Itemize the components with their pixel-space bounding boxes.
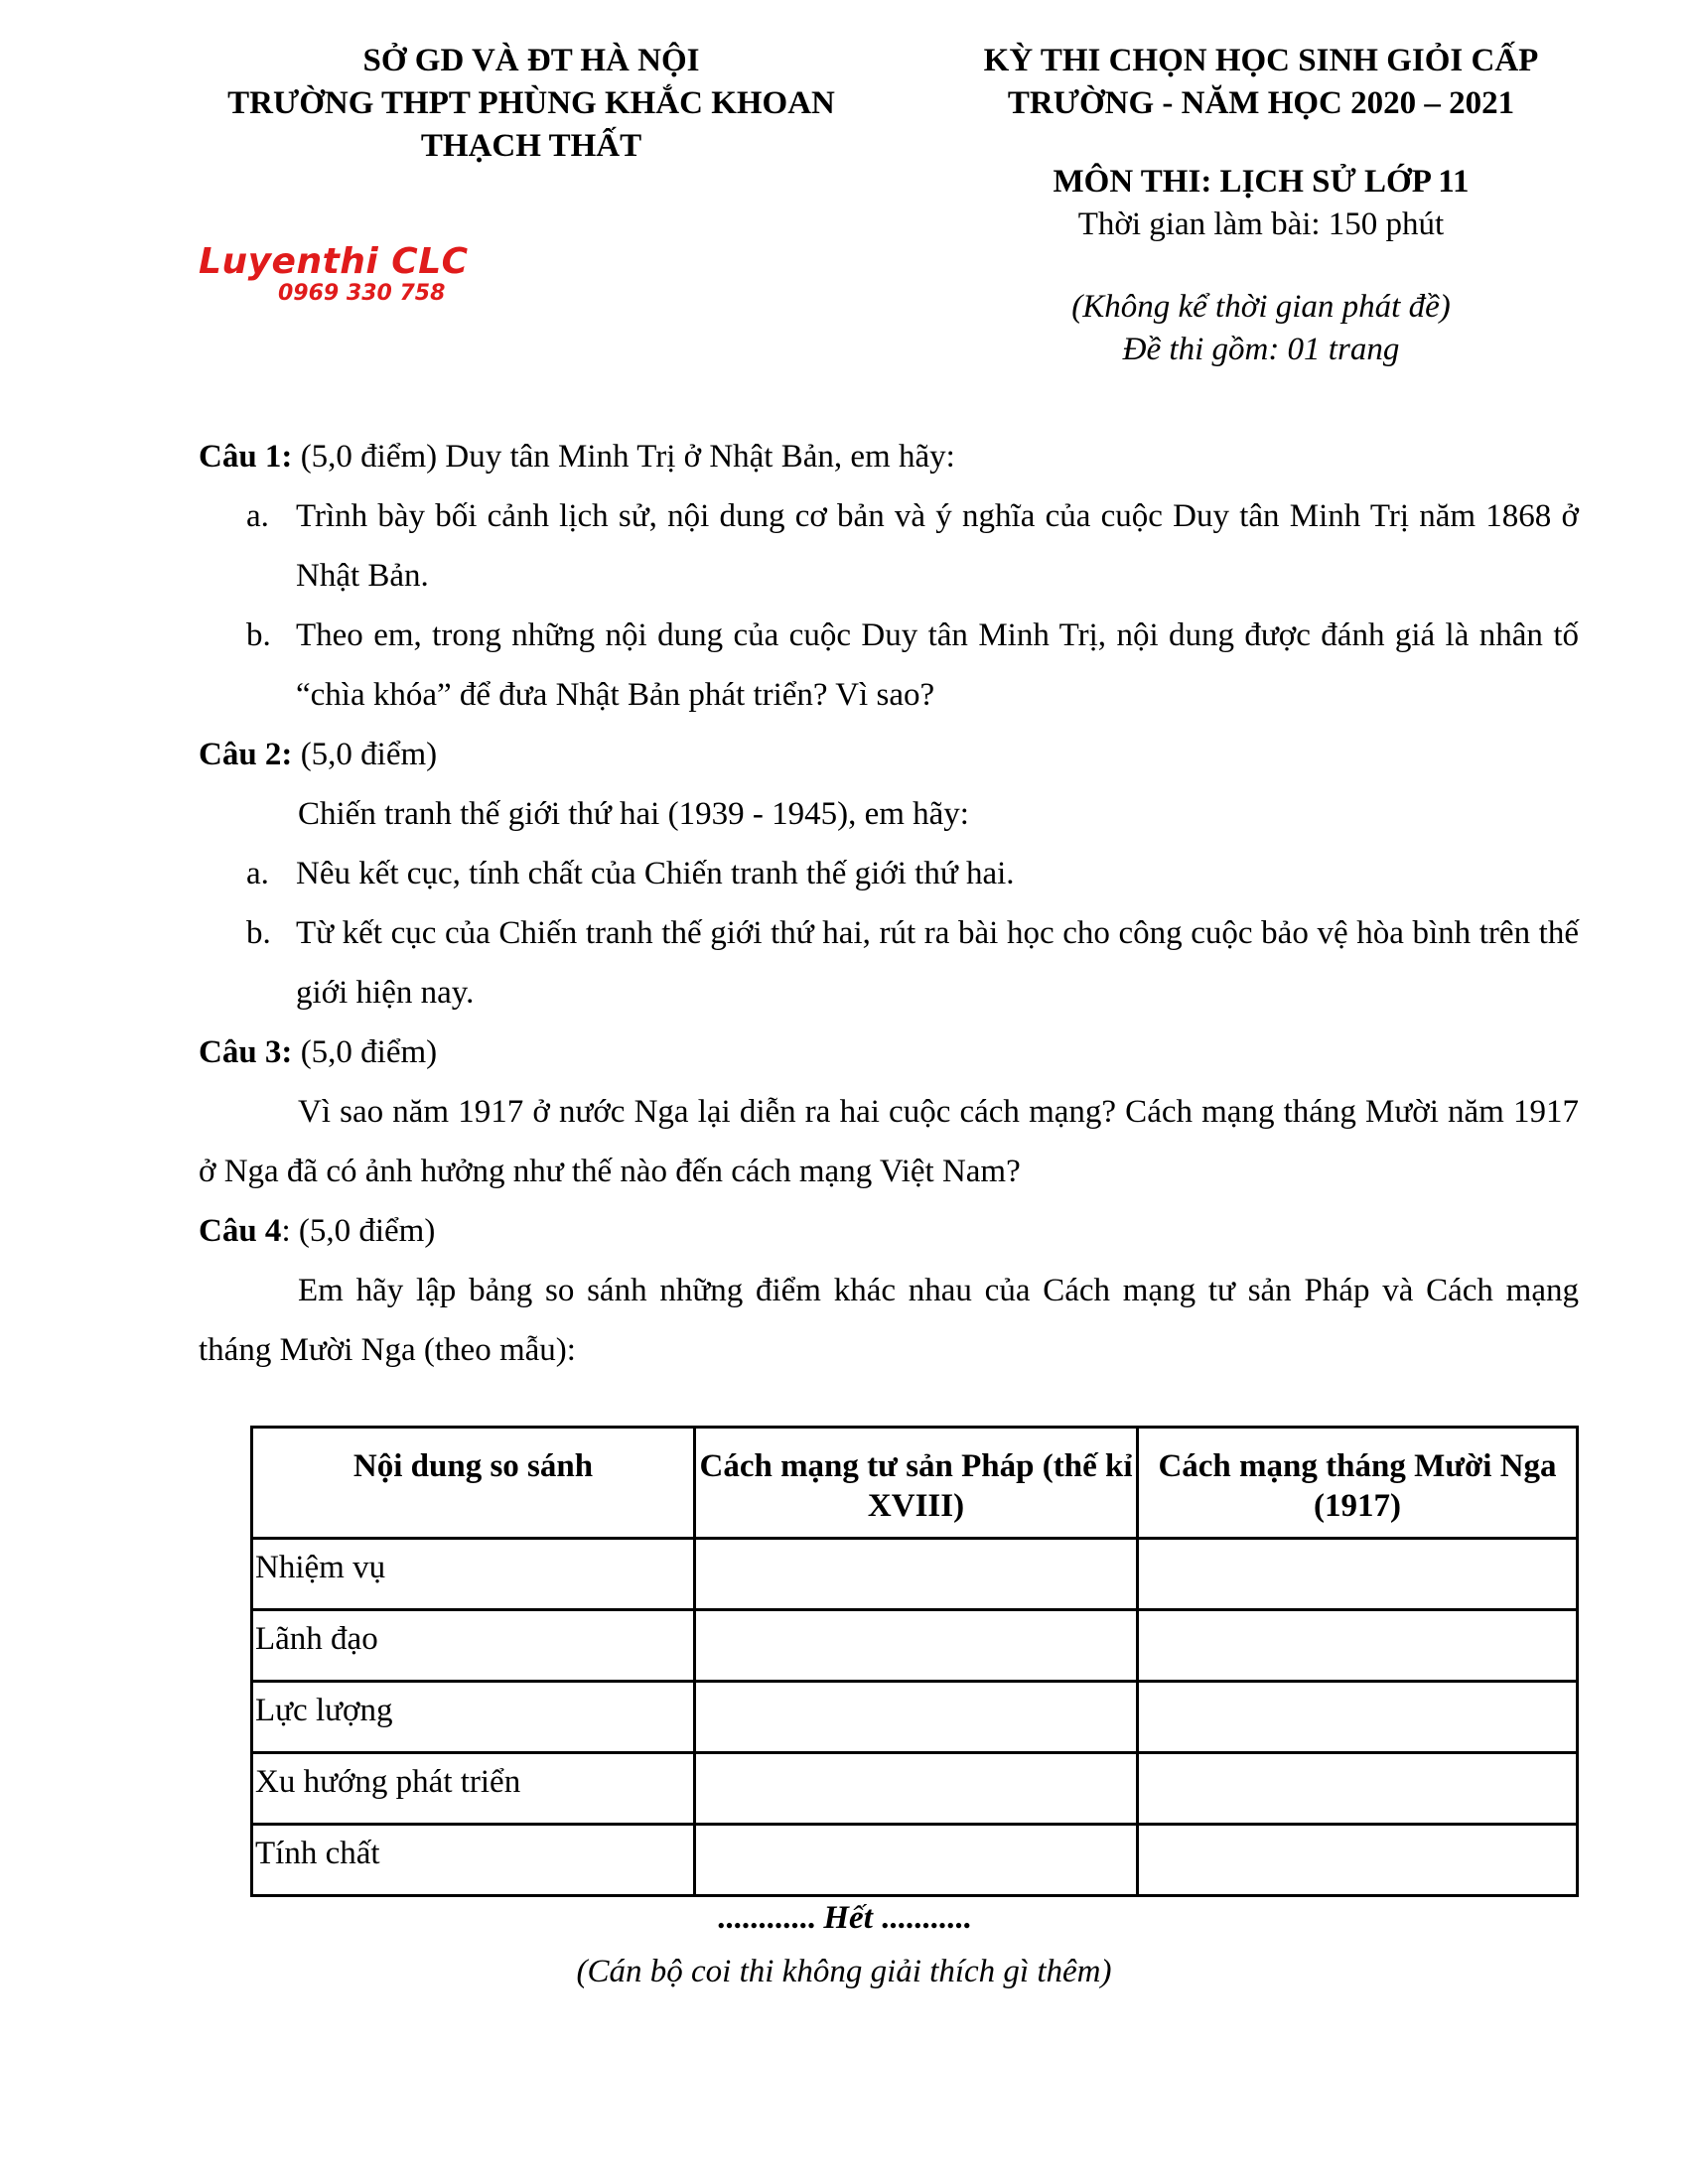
- table-row-label: Xu hướng phát triển: [252, 1753, 695, 1825]
- table-cell-empty: [695, 1539, 1138, 1610]
- logo-phone: 0969 330 758: [278, 281, 446, 306]
- exam-header: [894, 40, 1628, 371]
- question-1-label: Câu 1:: [199, 439, 293, 475]
- table-row: [252, 1610, 1578, 1682]
- question-4-heading: [199, 1201, 1579, 1261]
- table-row-label: Lực lượng: [252, 1682, 695, 1753]
- end-text: Hết: [823, 1900, 873, 1936]
- school-header: [149, 40, 914, 168]
- question-2a-label: a.: [246, 856, 269, 891]
- watermark-logo: [199, 242, 516, 306]
- question-2b: [246, 903, 1579, 1023]
- question-4-label: Câu 4: [199, 1213, 282, 1249]
- question-3-heading: [199, 1023, 1579, 1082]
- question-3-text: Vì sao năm 1917 ở nước Nga lại diễn ra hai cuộc cách mạng? Cách mạng tháng Mười năm 1917 ở Nga đã có ảnh hưởng như thế nào đến cách mạng Việt Nam?: [199, 1094, 1579, 1189]
- exam-title-line1: KỲ THI CHỌN HỌC SINH GIỎI CẤP: [983, 43, 1539, 78]
- table-header-october-revolution: Cách mạng tháng Mười Nga (1917): [1138, 1428, 1578, 1539]
- table-cell-empty: [695, 1682, 1138, 1753]
- table-cell-empty: [1138, 1610, 1578, 1682]
- end-dots-right: ...........: [872, 1900, 971, 1936]
- question-1-heading: [199, 427, 1579, 486]
- question-1a: [246, 486, 1579, 606]
- table-cell-empty: [1138, 1539, 1578, 1610]
- table-cell-empty: [695, 1825, 1138, 1896]
- question-2a: [246, 844, 1579, 903]
- table-row: [252, 1539, 1578, 1610]
- question-1a-label: a.: [246, 498, 269, 534]
- proctor-note: (Cán bộ coi thi không giải thích gì thêm): [576, 1954, 1112, 1989]
- table-cell-empty: [1138, 1825, 1578, 1896]
- table-cell-empty: [1138, 1682, 1578, 1753]
- question-1a-text: Trình bày bối cảnh lịch sử, nội dung cơ bản và ý nghĩa của cuộc Duy tân Minh Trị năm 1868 ở Nhật Bản.: [296, 498, 1579, 594]
- table-row-label: Nhiệm vụ: [252, 1539, 695, 1610]
- exam-page-count: Đề thi gồm: 01 trang: [1122, 332, 1400, 367]
- question-2-label: Câu 2:: [199, 737, 293, 772]
- table-header-french-revolution: Cách mạng tư sản Pháp (thế kỉ XVIII): [695, 1428, 1138, 1539]
- question-3-label: Câu 3:: [199, 1034, 293, 1070]
- school-name: TRƯỜNG THPT PHÙNG KHẮC KHOAN: [227, 85, 835, 121]
- question-3-intro: (5,0 điểm): [292, 1034, 438, 1070]
- table-cell-empty: [695, 1753, 1138, 1825]
- comparison-table: [250, 1426, 1579, 1897]
- question-4-text: Em hãy lập bảng so sánh những điểm khác nhau của Cách mạng tư sản Pháp và Cách mạng tháng Mười Nga (theo mẫu):: [199, 1273, 1579, 1368]
- exam-title-line2: TRƯỜNG - NĂM HỌC 2020 – 2021: [1007, 85, 1515, 121]
- table-cell-empty: [1138, 1753, 1578, 1825]
- table-row: [252, 1753, 1578, 1825]
- table-row: [252, 1825, 1578, 1896]
- question-2-heading: [199, 725, 1579, 784]
- question-2-lead: Chiến tranh thế giới thứ hai (1939 - 1945), em hãy:: [298, 796, 969, 832]
- table-row-label: Tính chất: [252, 1825, 695, 1896]
- exam-subject: MÔN THI: LỊCH SỬ LỚP 11: [1053, 164, 1470, 200]
- question-1-intro: (5,0 điểm) Duy tân Minh Trị ở Nhật Bản, em hãy:: [292, 439, 955, 475]
- table-row: [252, 1682, 1578, 1753]
- question-2a-text: Nêu kết cục, tính chất của Chiến tranh thế giới thứ hai.: [296, 856, 1015, 891]
- question-1b-label: b.: [246, 617, 271, 653]
- question-1b-text: Theo em, trong những nội dung của cuộc Duy tân Minh Trị, nội dung được đánh giá là nhân tố “chìa khóa” để đưa Nhật Bản phát triển? Vì sao?: [296, 617, 1579, 713]
- question-1b: [246, 606, 1579, 725]
- logo-name: Luyenthi CLC: [199, 241, 469, 282]
- table-header-criteria: Nội dung so sánh: [252, 1428, 695, 1539]
- table-row-label: Lãnh đạo: [252, 1610, 695, 1682]
- school-location: THẠCH THẤT: [420, 128, 642, 164]
- end-marker: [0, 1900, 1688, 1937]
- table-header-row: [252, 1428, 1578, 1539]
- exam-time: Thời gian làm bài: 150 phút: [1077, 206, 1445, 242]
- question-2b-text: Từ kết cục của Chiến tranh thế giới thứ hai, rút ra bài học cho công cuộc bảo vệ hòa bình trên thế giới hiện nay.: [296, 915, 1579, 1011]
- department-name: SỞ GD VÀ ĐT HÀ NỘI: [362, 43, 700, 78]
- exam-time-note: (Không kể thời gian phát đề): [1071, 289, 1451, 325]
- table-cell-empty: [695, 1610, 1138, 1682]
- exam-questions: [199, 427, 1579, 1380]
- question-4-intro: : (5,0 điểm): [281, 1213, 436, 1249]
- question-2-intro: (5,0 điểm): [292, 737, 438, 772]
- question-2b-label: b.: [246, 915, 271, 951]
- end-dots-left: ............: [717, 1900, 824, 1936]
